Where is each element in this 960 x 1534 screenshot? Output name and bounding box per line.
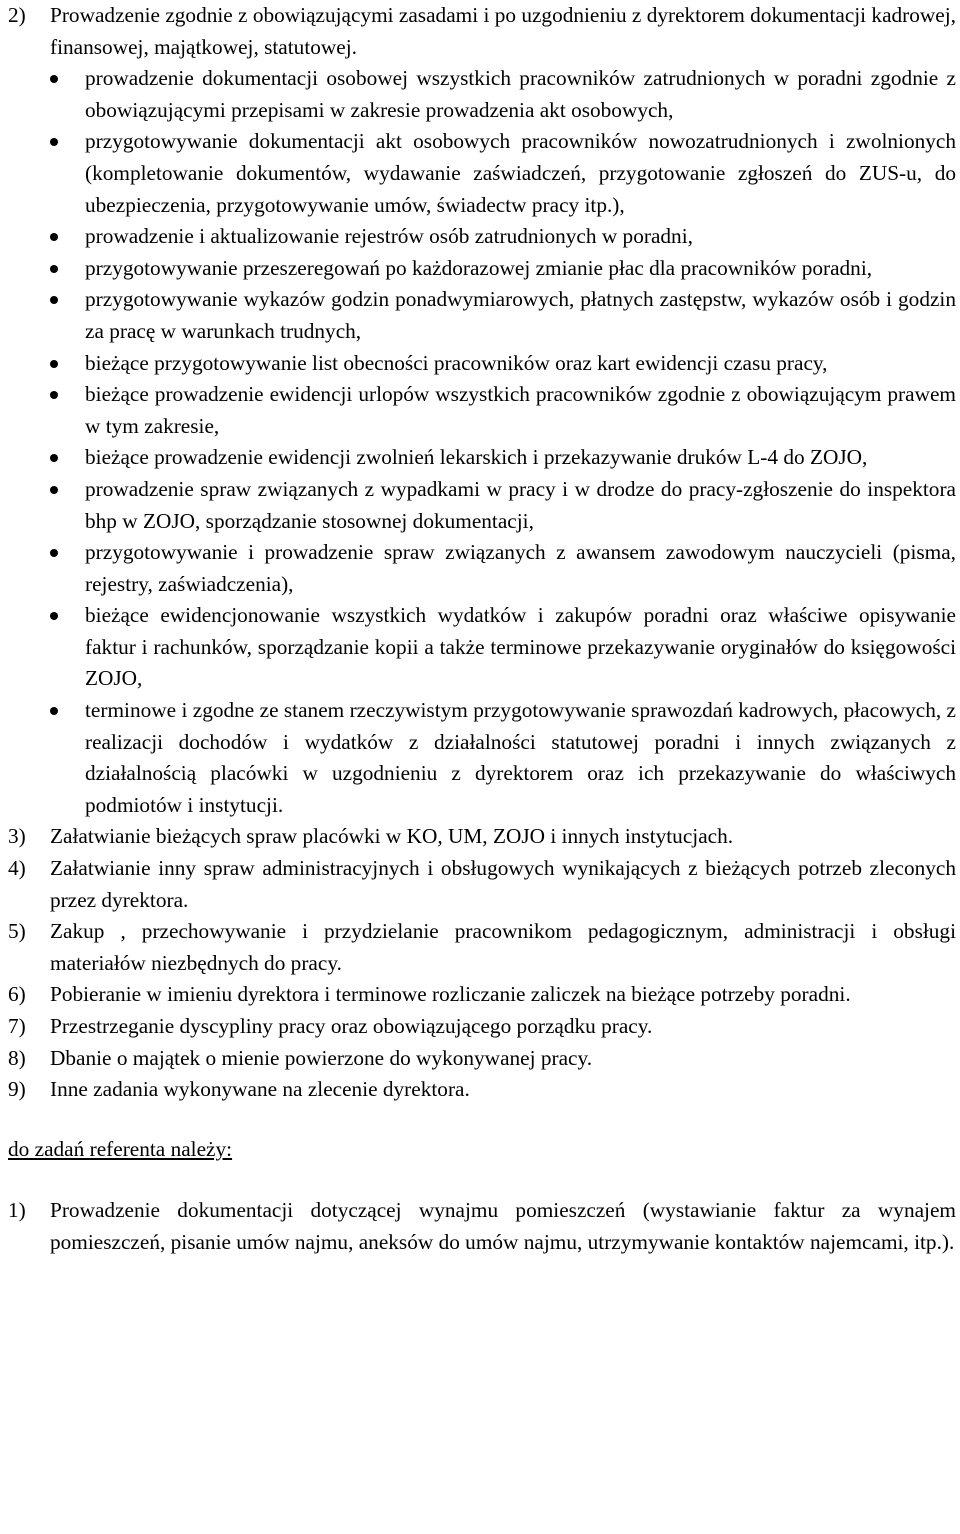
item-text: Prowadzenie zgodnie z obowiązującymi zasadami i po uzgodnieniu z dyrektorem dokumentacji kadrowej, finansowej, majątkowej, statutowej. xyxy=(50,3,956,59)
list-item-7 xyxy=(8,1011,956,1043)
item-number: 2) xyxy=(8,3,26,27)
bullet-list xyxy=(8,63,956,821)
item-text: Zakup , przechowywanie i przydzielanie pracownikom pedagogicznym, administracji i obsługi materiałów niezbędnych do pracy. xyxy=(50,919,956,975)
bullet-item xyxy=(8,600,956,695)
bullet-dot-icon xyxy=(8,221,85,253)
bullet-text: terminowe i zgodne ze stanem rzeczywistym przygotowywanie sprawozdań kadrowych, płacowych, z realizacji dochodów i wydatków z działalności statutowej poradni i innych związanych z działalnością placówki w uzgodnieniu z dyrektorem oraz ich przekazywanie do właściwych podmiotów i instytucji. xyxy=(85,698,956,817)
bullet-item xyxy=(8,221,956,253)
item-text: Załatwianie bieżących spraw placówki w KO, UM, ZOJO i innych instytucjach. xyxy=(50,824,734,849)
list-item-6 xyxy=(8,979,956,1011)
bullet-text: prowadzenie i aktualizowanie rejestrów osób zatrudnionych w poradni, xyxy=(85,224,693,249)
bullet-item xyxy=(8,126,956,221)
bullet-item xyxy=(8,474,956,537)
list-item-5 xyxy=(8,916,956,979)
bullet-text: przygotowywanie wykazów godzin ponadwymiarowych, płatnych zastępstw, wykazów osób i godzin za pracę w warunkach trudnych, xyxy=(85,287,956,343)
item-number: 3) xyxy=(8,824,26,849)
section-heading: do zadań referenta należy: xyxy=(8,1136,233,1161)
bullet-dot-icon xyxy=(8,537,85,569)
bullet-item xyxy=(8,379,956,442)
bullet-dot-icon xyxy=(8,253,85,285)
list-item-4 xyxy=(8,853,956,916)
bullet-text: przygotowywanie dokumentacji akt osobowych pracowników nowozatrudnionych i zwolnionych (kompletowanie dokumentów, wydawanie zaświadczeń, przygotowanie zgłoszeń do ZUS-u, do ubezpieczenia, przygotowywanie umów, świadectw pracy itp.), xyxy=(85,129,956,217)
bullet-dot-icon xyxy=(8,442,85,474)
spacer xyxy=(8,1106,956,1134)
item-number: 4) xyxy=(8,856,26,881)
bullet-item xyxy=(8,348,956,380)
item-text: Dbanie o majątek o mienie powierzone do wykonywanej pracy. xyxy=(50,1045,593,1070)
bullet-dot-icon xyxy=(8,284,85,316)
item-number: 8) xyxy=(8,1045,26,1070)
item-number: 7) xyxy=(8,1014,26,1038)
bullet-dot-icon xyxy=(8,126,85,158)
bullet-text: bieżące prowadzenie ewidencji zwolnień lekarskich i przekazywanie druków L-4 do ZOJO, xyxy=(85,445,868,470)
list-item-3 xyxy=(8,821,956,853)
bullet-item xyxy=(8,442,956,474)
bullet-item xyxy=(8,63,956,126)
bullet-item xyxy=(8,537,956,600)
bullet-dot-icon xyxy=(8,474,85,506)
bullet-text: bieżące przygotowywanie list obecności pracowników oraz kart ewidencji czasu pracy, xyxy=(85,350,828,375)
item-number: 1) xyxy=(8,1198,26,1223)
bullet-text: prowadzenie dokumentacji osobowej wszystkich pracowników zatrudnionych w poradni zgodnie z obowiązującymi przepisami w zakresie prowadzenia akt osobowych, xyxy=(85,66,956,122)
bullet-dot-icon xyxy=(8,379,85,411)
item-number: 6) xyxy=(8,982,26,1007)
item-text: Przestrzeganie dyscypliny pracy oraz obowiązującego porządku pracy. xyxy=(50,1014,653,1038)
bullet-text: bieżące prowadzenie ewidencji urlopów wszystkich pracowników zgodnie z obowiązującym prawem w tym zakresie, xyxy=(85,382,956,438)
item-number: 9) xyxy=(8,1077,26,1102)
section-list-item-1 xyxy=(8,1195,956,1258)
list-item-9 xyxy=(8,1074,956,1106)
bullet-dot-icon xyxy=(8,695,85,727)
bullet-dot-icon xyxy=(8,348,85,380)
bullet-item xyxy=(8,253,956,285)
bullet-text: prowadzenie spraw związanych z wypadkami w pracy i w drodze do pracy-zgłoszenie do inspektora bhp w ZOJO, sporządzanie stosownej dokumentacji, xyxy=(85,476,956,533)
item-text: Pobieranie w imieniu dyrektora i terminowe rozliczanie zaliczek na bieżące potrzeby poradni. xyxy=(50,982,851,1007)
bullet-text: przygotowywanie przeszeregowań po każdorazowej zmianie płac dla pracowników poradni, xyxy=(85,255,873,280)
list-item-2 xyxy=(8,0,956,63)
spacer xyxy=(8,1165,956,1195)
bullet-item xyxy=(8,695,956,821)
item-text: Załatwianie inny spraw administracyjnych i obsługowych wynikających z bieżących potrzeb zleconych przez dyrektora. xyxy=(50,856,956,912)
item-text: Prowadzenie dokumentacji dotyczącej wynajmu pomieszczeń (wystawianie faktur za wynajem pomieszczeń, pisanie umów najmu, aneksów do umów najmu, utrzymywanie kontaktów najemcami, itp.). xyxy=(50,1198,956,1254)
list-item-8 xyxy=(8,1043,956,1075)
bullet-item xyxy=(8,284,956,347)
item-text: Inne zadania wykonywane na zlecenie dyrektora. xyxy=(50,1077,470,1102)
item-number: 5) xyxy=(8,919,26,944)
bullet-text: przygotowywanie i prowadzenie spraw związanych z awansem zawodowym nauczycieli (pisma, rejestry, zaświadczenia), xyxy=(85,540,956,596)
bullet-text: bieżące ewidencjonowanie wszystkich wydatków i zakupów poradni oraz właściwe opisywanie faktur i rachunków, sporządzanie kopii a także terminowe przekazywanie oryginałów do księgowości ZOJO, xyxy=(85,603,956,691)
bullet-dot-icon xyxy=(8,600,85,632)
bullet-dot-icon xyxy=(8,63,85,95)
